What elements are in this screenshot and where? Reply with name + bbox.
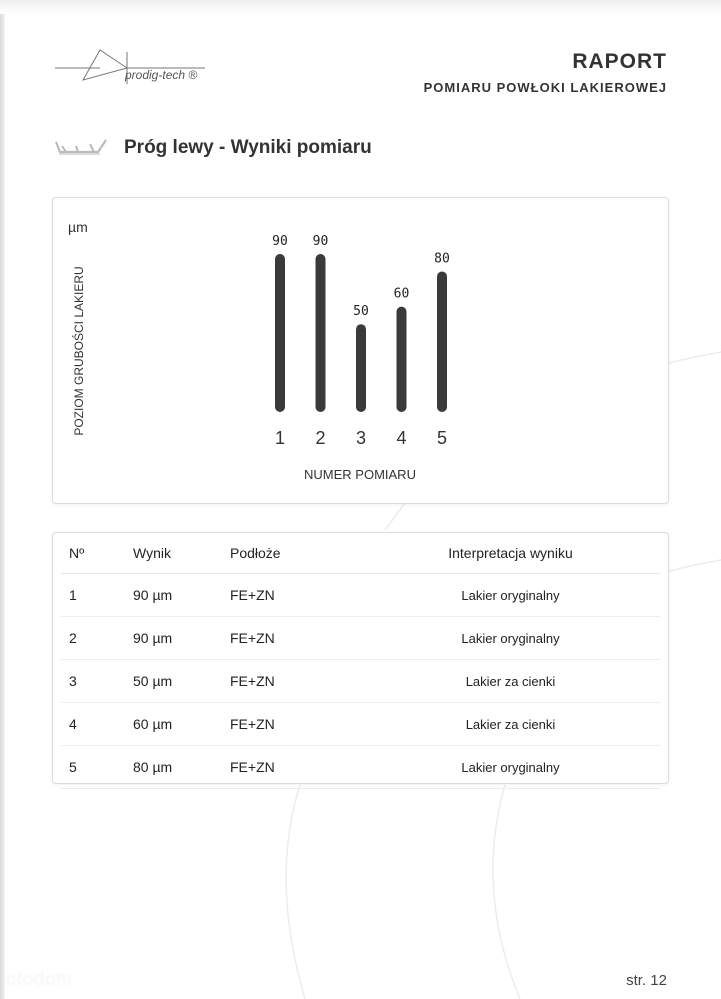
header-substrate: Podłoże <box>229 533 361 574</box>
y-unit-label: µm <box>68 219 88 235</box>
cell-substrate: FE+ZN <box>229 746 361 789</box>
cell-no: 3 <box>61 660 132 703</box>
chart-card <box>52 197 669 504</box>
x-tick-label: 4 <box>396 428 407 448</box>
table-header-row <box>61 533 660 574</box>
bars-group <box>272 234 450 448</box>
table-row <box>61 746 660 789</box>
data-label: 80 <box>434 251 450 267</box>
table-row <box>61 574 660 617</box>
cell-interpretation: Lakier oryginalny <box>361 746 660 789</box>
cell-no: 5 <box>61 746 132 789</box>
cell-interpretation: Lakier za cienki <box>361 703 660 746</box>
cell-interpretation: Lakier oryginalny <box>361 574 660 617</box>
table-row <box>61 660 660 703</box>
cell-result: 80 µm <box>132 746 229 789</box>
data-label: 90 <box>312 234 329 249</box>
cell-no: 1 <box>61 574 132 617</box>
report-title: RAPORT <box>572 50 667 73</box>
bar-2 <box>316 254 326 412</box>
data-label: 50 <box>353 304 369 320</box>
cell-substrate: FE+ZN <box>229 660 361 703</box>
x-axis-title: NUMER POMIARU <box>304 467 416 482</box>
results-table-card <box>52 532 669 784</box>
results-table <box>61 533 660 789</box>
cell-result: 90 µm <box>132 574 229 617</box>
bar-4 <box>397 307 407 412</box>
sill-icon <box>54 136 110 158</box>
report-subtitle: POMIARU POWŁOKI LAKIEROWEJ <box>423 80 667 95</box>
watermark: otodom <box>6 969 73 990</box>
x-tick-label: 3 <box>355 428 367 448</box>
page-top-shadow <box>0 0 721 14</box>
brand-name: prodig-tech ® <box>125 68 198 82</box>
x-tick-label: 2 <box>315 428 326 448</box>
cell-interpretation: Lakier oryginalny <box>361 617 660 660</box>
y-axis-title: POZIOM GRUBOŚCI LAKIERU <box>72 266 86 436</box>
header-interpretation: Interpretacja wyniku <box>361 533 660 574</box>
x-tick-label: 1 <box>274 428 286 448</box>
cell-substrate: FE+ZN <box>229 574 361 617</box>
page-edge-shadow <box>0 0 5 999</box>
table-row <box>61 617 660 660</box>
cell-result: 60 µm <box>132 703 229 746</box>
cell-result: 50 µm <box>132 660 229 703</box>
section-title: Próg lewy - Wyniki pomiaru <box>124 137 372 158</box>
bar-5 <box>437 272 447 412</box>
data-label: 60 <box>393 286 410 302</box>
header-result: Wynik <box>132 533 229 574</box>
cell-no: 4 <box>61 703 132 746</box>
measurement-bar-chart <box>53 198 668 503</box>
cell-interpretation: Lakier za cienki <box>361 660 660 703</box>
page-number: str. 12 <box>626 972 667 989</box>
bar-1 <box>275 254 285 412</box>
table-row <box>61 703 660 746</box>
data-label: 90 <box>272 234 288 249</box>
cell-substrate: FE+ZN <box>229 617 361 660</box>
cell-result: 90 µm <box>132 617 229 660</box>
x-tick-label: 5 <box>436 428 448 448</box>
bar-3 <box>356 324 366 412</box>
cell-no: 2 <box>61 617 132 660</box>
cell-substrate: FE+ZN <box>229 703 361 746</box>
header-no: Nº <box>61 533 132 574</box>
